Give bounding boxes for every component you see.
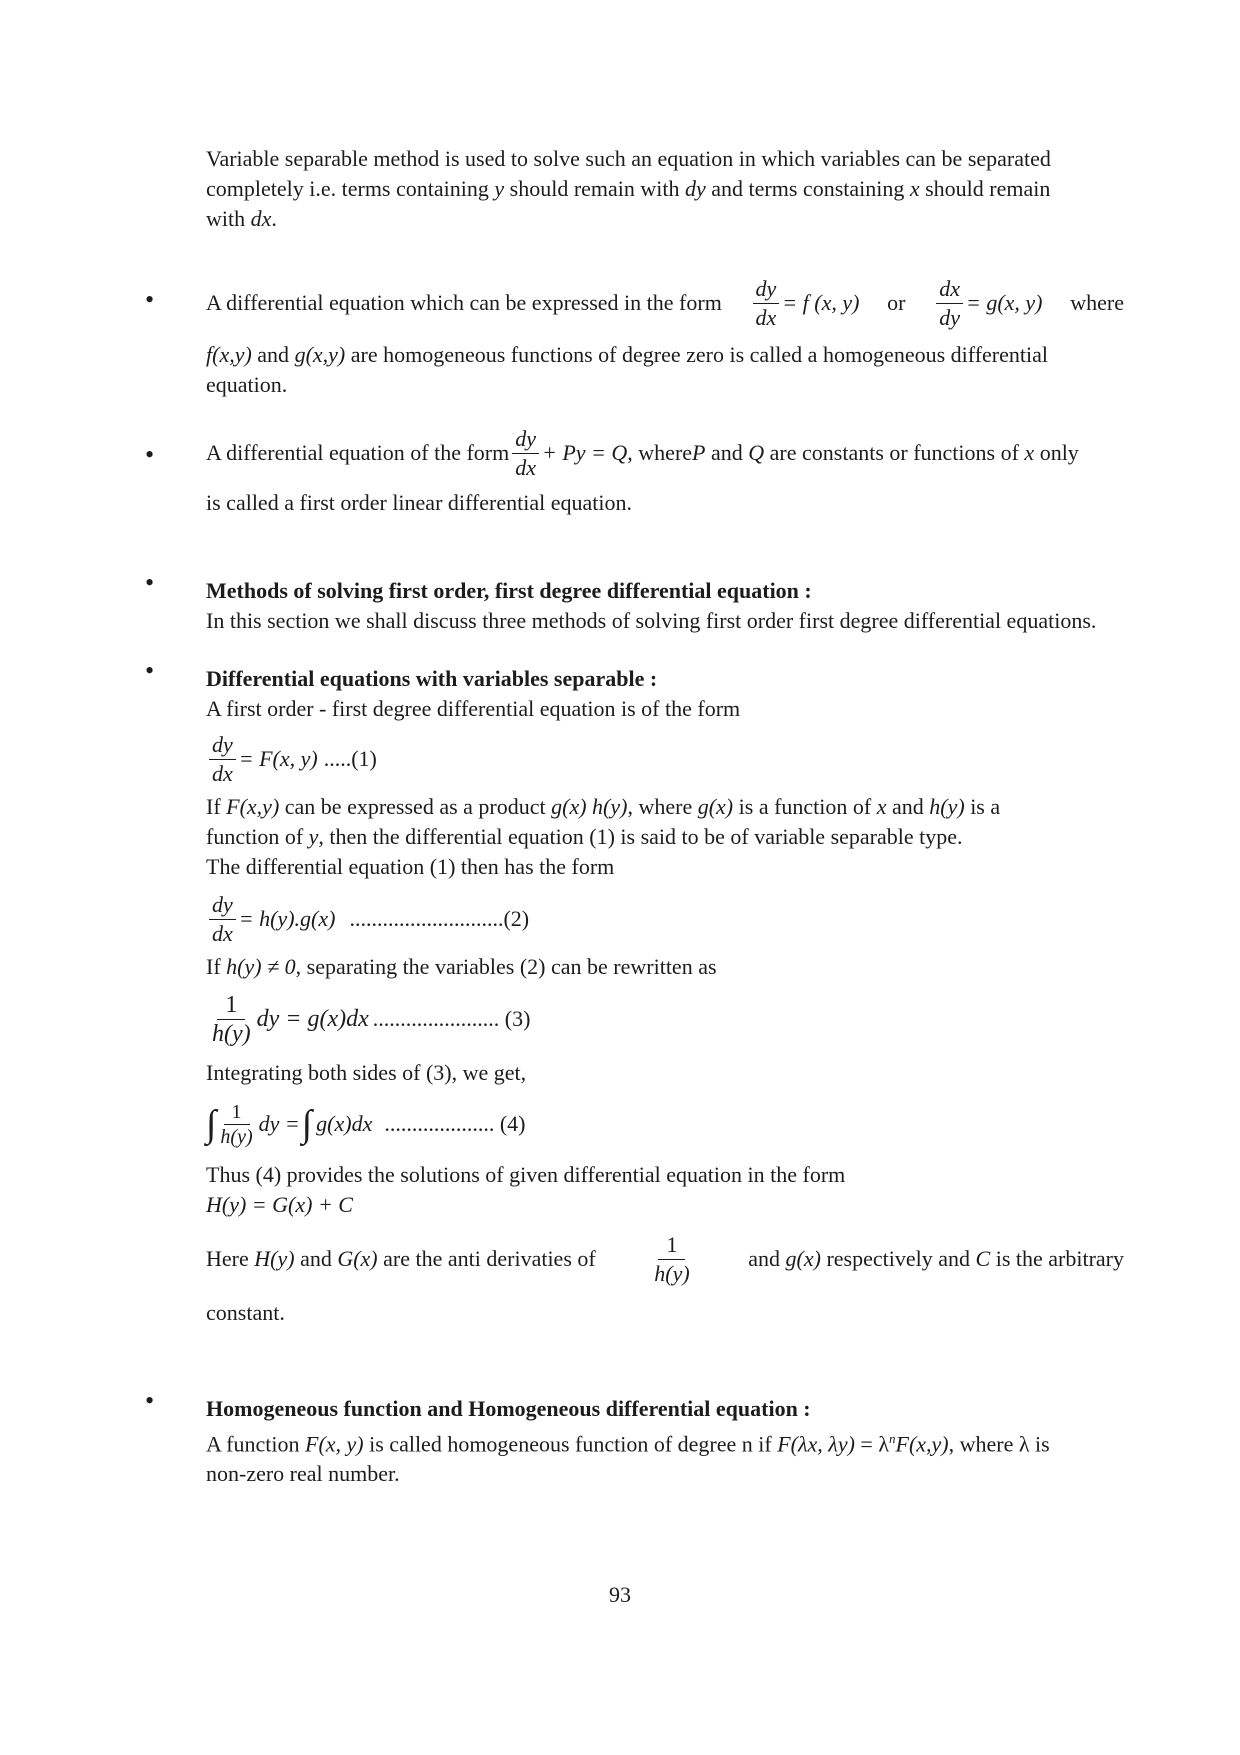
separable-text-1: A first order - first degree differential equation is of the form [206, 696, 741, 721]
bullet-3: • [145, 568, 155, 597]
linear-definition-line-2: is called a first order linear differential equation. [206, 490, 632, 515]
homogeneous-function-line-2: non-zero real number. [206, 1461, 400, 1487]
separable-para-7-line-2: constant. [206, 1300, 285, 1325]
bullet-1: • [145, 285, 155, 314]
dy-dx-fraction: $\frac{dy}{dx}$ [753, 275, 780, 332]
dx-dy-fraction: $\frac{dx}{dy}$ [936, 275, 963, 332]
homogeneous-definition-line-2: f(x,y) and g(x,y) are homogeneous functions of degree zero is called a homogeneous differential [206, 342, 1048, 367]
linear-definition-equation-line: A differential equation of the form $\frac{dy}{dx}$ + Py = Q , where P and Q are constants or functions of x only [206, 425, 1079, 480]
homogeneous-function-heading: Homogeneous function and Homogeneous differential equation : [206, 1396, 811, 1421]
eq4-fraction: $\frac{1}{h(y)}$ [220, 1100, 253, 1148]
linear-definition [206, 425, 1124, 518]
separable-para-2-line-2: function of y, then the differential equation (1) is said to be of variable separable type. [206, 824, 963, 849]
intro-paragraph [206, 144, 1124, 234]
bullet-4: • [145, 656, 155, 685]
bullet-5: • [145, 1386, 155, 1415]
intro-line-2: completely i.e. terms containing y should remain with dy and terms constaining x should remain [206, 176, 1051, 201]
methods-section [206, 576, 1124, 636]
linear-dy-dx-fraction: $\frac{dy}{dx}$ [512, 425, 539, 482]
separable-para-2-line-1: If F(x,y) can be expressed as a product g(x) h(y), where g(x) is a function of x and h(y) is a [206, 794, 1001, 819]
homogeneous-definition [206, 270, 1124, 400]
intro-line-1: Variable separable method is used to solve such an equation in which variables can be separated [206, 146, 1051, 171]
separable-para-4: If h(y) ≠ 0, separating the variables (2) can be rewritten as [206, 954, 717, 979]
p9-fraction: $\frac{1}{h(y)}$ [654, 1231, 690, 1286]
eq3-fraction: $\frac{1}{h(y)}$ [212, 991, 251, 1047]
equation-1: $\frac{dy}{dx}$ = F(x, y) .....(1) [206, 726, 1124, 792]
intro-line-3: with dx. [206, 206, 277, 231]
methods-heading: Methods of solving first order, first degree differential equation : [206, 578, 812, 603]
separable-para-5: Integrating both sides of (3), we get, [206, 1060, 527, 1085]
separable-section [206, 664, 1124, 1328]
homogeneous-function-line-1: A function F(x, y) is called homogeneous function of degree n if F(λx, $\lambda y) = \lambda^nF(x,y)$, where λ is [206, 1431, 1050, 1457]
methods-text: In this section we shall discuss three methods of solving first order first degree differential equations. [206, 608, 1097, 633]
separable-para-6: Thus (4) provides the solutions of given differential equation in the form [206, 1162, 846, 1187]
separable-heading: Differential equations with variables separable : [206, 666, 658, 691]
separable-para-3: The differential equation (1) then has the form [206, 854, 615, 879]
homogeneous-definition-equation-line: A differential equation which can be expressed in the form $\frac{dy}{dx}$ = f (x, y) or $\frac{dx}{dy}$ = g(x, y) where [206, 275, 1124, 330]
homogeneous-definition-line-3: equation. [206, 372, 288, 397]
separable-solution-form: H(y) = G(x) + C [206, 1192, 353, 1217]
page-number: 93 [609, 1582, 631, 1607]
separable-para-7-line-1: Here H(y) and G(x) are the anti derivaties of $\frac{1}{h(y)}$ and g(x) respectively and C is the arbitrary [206, 1231, 1124, 1286]
homogeneous-function-section [206, 1394, 1124, 1489]
bullet-2: • [145, 440, 155, 469]
eq1-fraction: $\frac{dy}{dx}$ [209, 731, 236, 788]
equation-3: $\frac{1}{h(y)}$ dy = g(x)dx ....................... (3) [206, 984, 1124, 1054]
equation-4: ∫ $\frac{1}{h(y)}$ dy = ∫ g(x)dx .................... (4) [206, 1100, 526, 1148]
eq2-fraction: $\frac{dy}{dx}$ [209, 891, 236, 948]
equation-2: $\frac{dy}{dx}$ = h(y).g(x) ............................(2) [206, 886, 1124, 952]
